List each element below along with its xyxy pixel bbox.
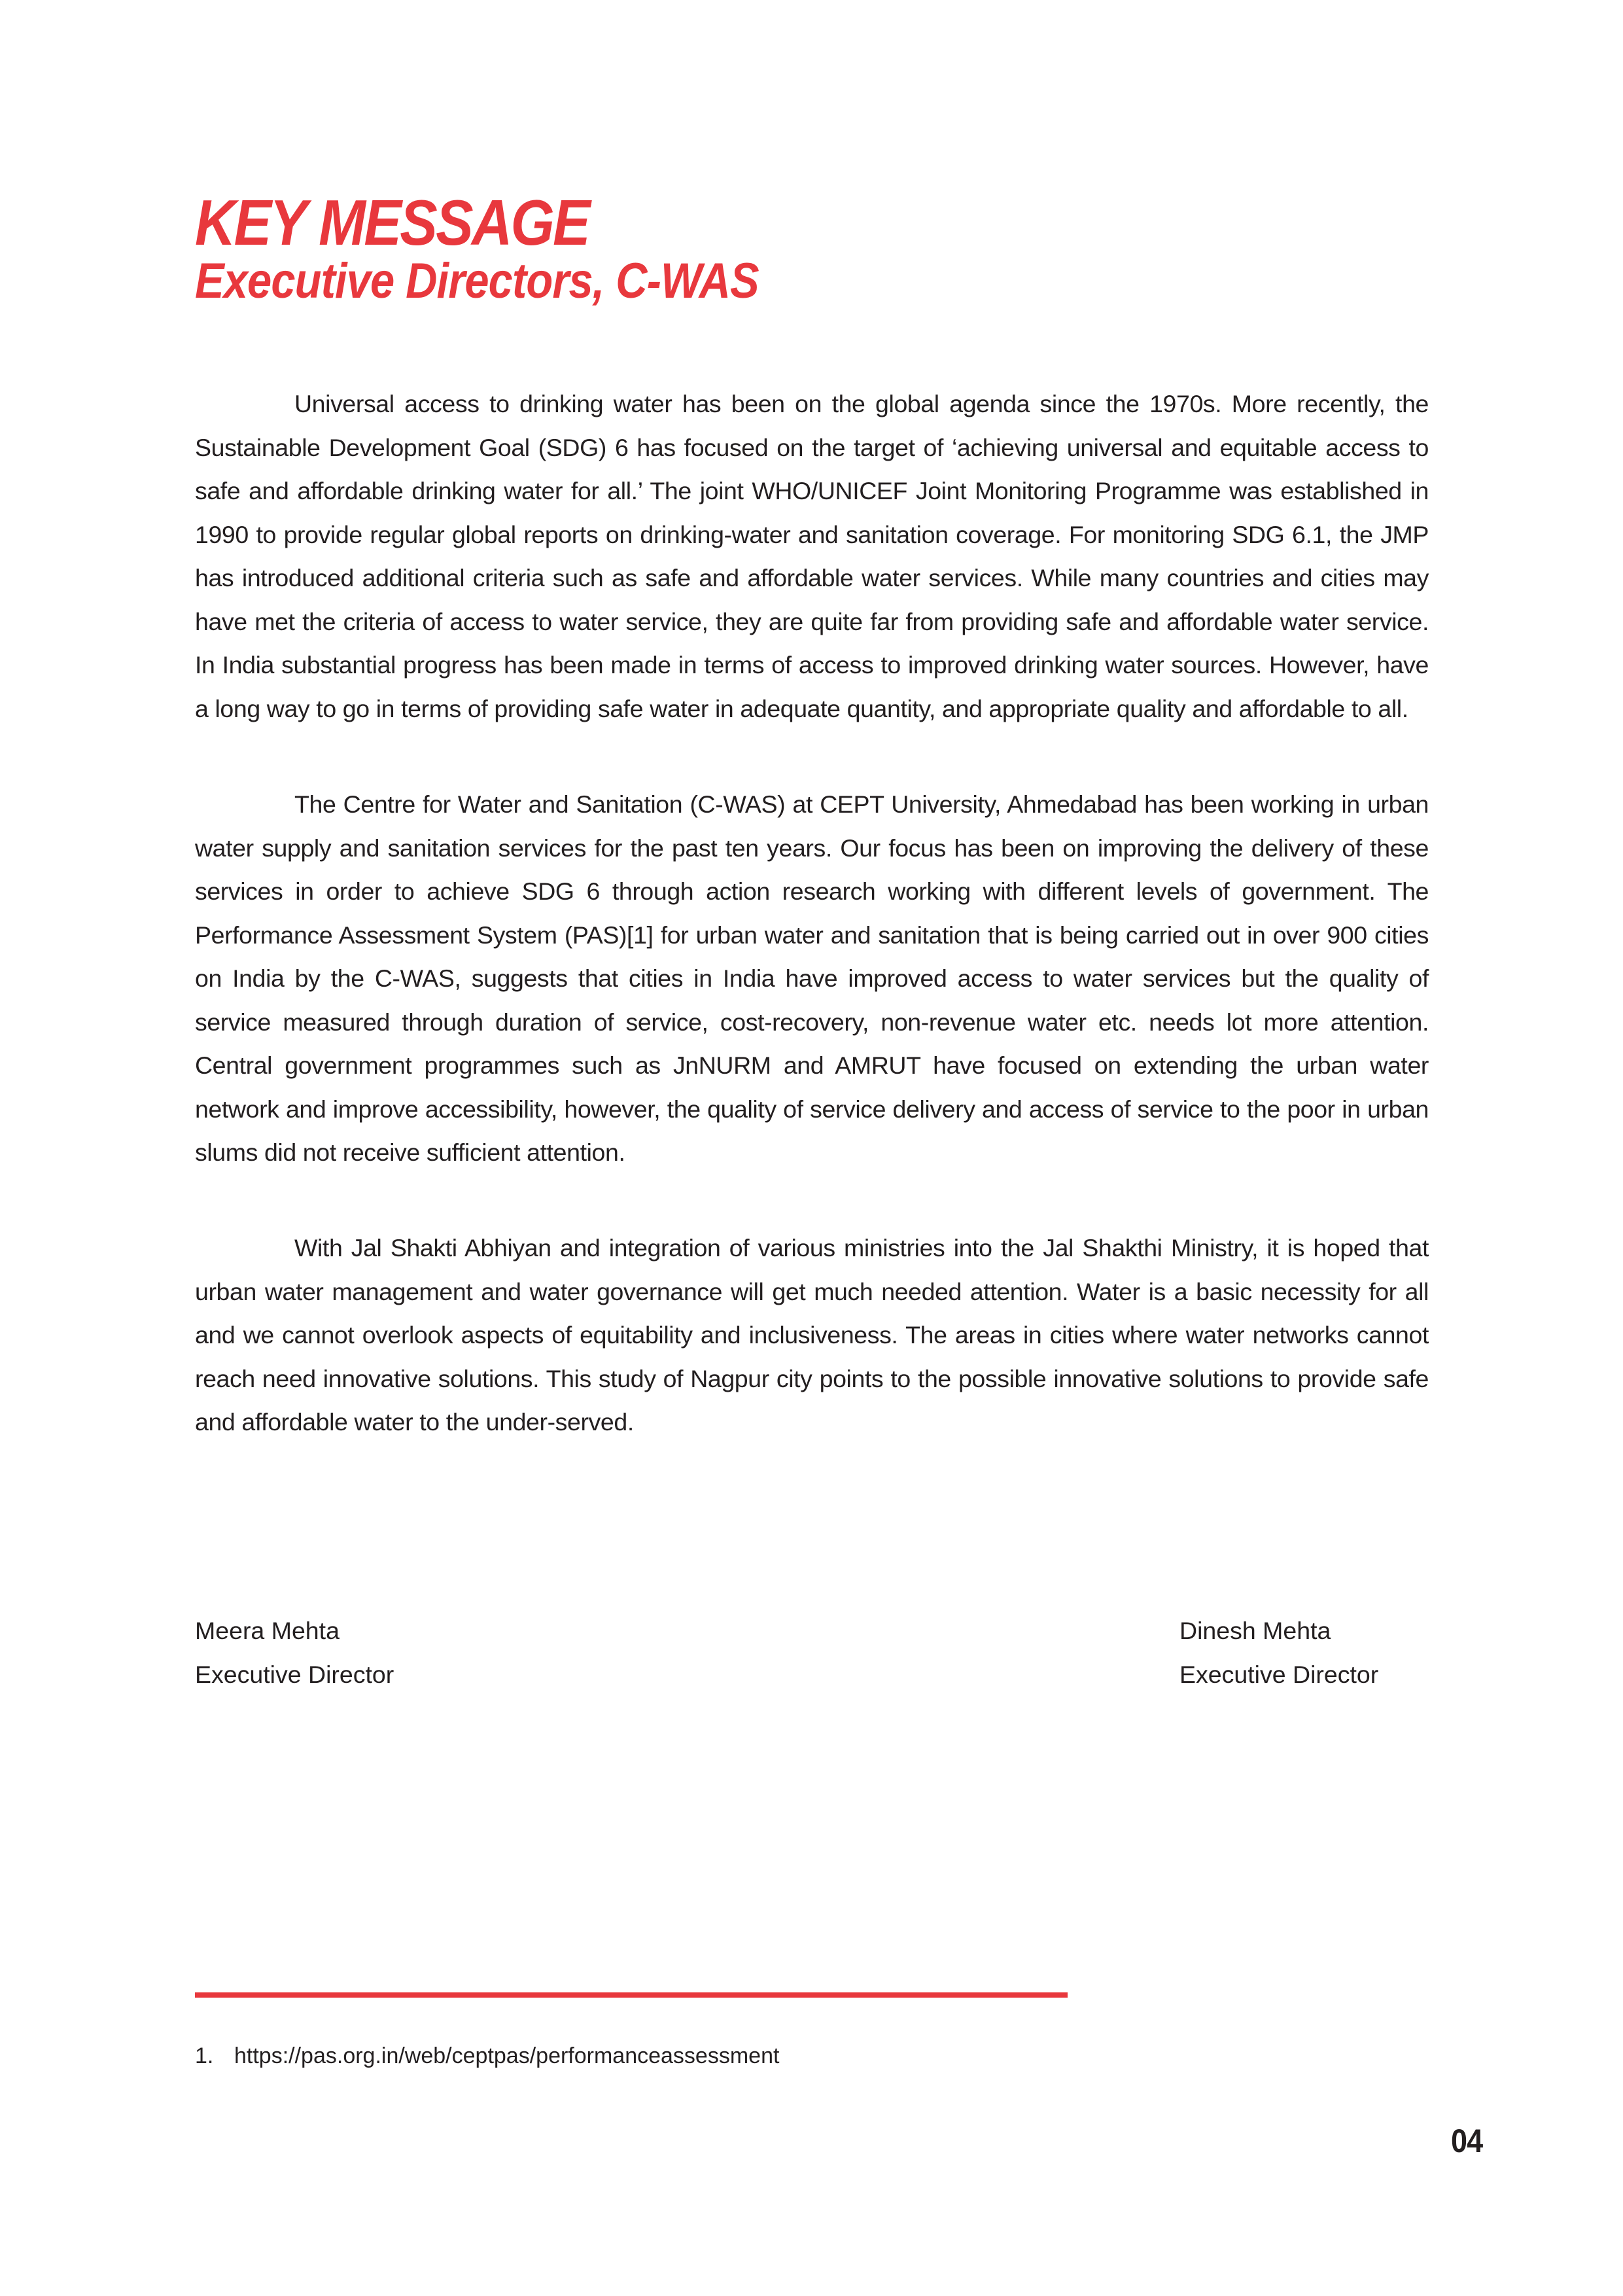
signatory-role: Executive Director	[1179, 1661, 1379, 1688]
body-paragraph-3: With Jal Shakti Abhiyan and integration of various ministries into the Jal Shakthi Ministry, it is hoped that urban water management and water governance will get much needed attention. Water is a basic necessity for all and we cannot overlook aspects of equitability and inclusiveness. The areas in cities where water networks cannot reach need innovative solutions. This study of Nagpur city points to the possible innovative solutions to provide safe and affordable water to the under-served.	[195, 1234, 1429, 1436]
signatory-name: Meera Mehta	[195, 1617, 340, 1644]
page-title: KEY MESSAGE	[195, 186, 589, 258]
body-paragraph-1: Universal access to drinking water has been on the global agenda since the 1970s. More recently, the Sustainable Development Goal (SDG) 6 has focused on the target of ‘achieving universal and equitable access to safe and affordable drinking water for all.’ The joint WHO/UNICEF Joint Monitoring Programme was established in 1990 to provide regular global reports on drinking-water and sanitation coverage. For monitoring SDG 6.1, the JMP has introduced additional criteria such as safe and affordable water services. While many countries and cities may have met the criteria of access to water service, they are quite far from providing safe and affordable water service. In India substantial progress has been made in terms of access to improved drinking water sources. However, have a long way to go in terms of providing safe water in adequate quantity, and appropriate quality and affordable to all.	[195, 390, 1429, 722]
footnote	[195, 2043, 779, 2069]
body-paragraph-2: The Centre for Water and Sanitation (C-WAS) at CEPT University, Ahmedabad has been working in urban water supply and sanitation services for the past ten years. Our focus has been on improving the delivery of these services in order to achieve SDG 6 through action research working with different levels of government. The Performance Assessment System (PAS)[1] for urban water and sanitation that is being carried out in over 900 cities on India by the C-WAS, suggests that cities in India have improved access to water services but the quality of service measured through duration of service, cost-recovery, non-revenue water etc. needs lot more attention. Central government programmes such as JnNURM and AMRUT have focused on extending the urban water network and improve accessibility, however, the quality of service delivery and access of service to the poor in urban slums did not receive sufficient attention.	[195, 790, 1429, 1166]
signatory-right	[1179, 1609, 1378, 1697]
footnote-link[interactable]: https://pas.org.in/web/ceptpas/performanceassessment	[234, 2043, 780, 2068]
page-number: 04	[1451, 2123, 1483, 2159]
signatory-role: Executive Director	[195, 1661, 394, 1688]
title-block	[195, 186, 1438, 309]
footnote-number: 1.	[195, 2043, 214, 2068]
signatory-left	[195, 1609, 394, 1697]
page-subtitle: Executive Directors, C-WAS	[195, 253, 759, 309]
footnote-divider	[195, 1992, 1068, 1998]
signatory-name: Dinesh Mehta	[1179, 1617, 1331, 1644]
